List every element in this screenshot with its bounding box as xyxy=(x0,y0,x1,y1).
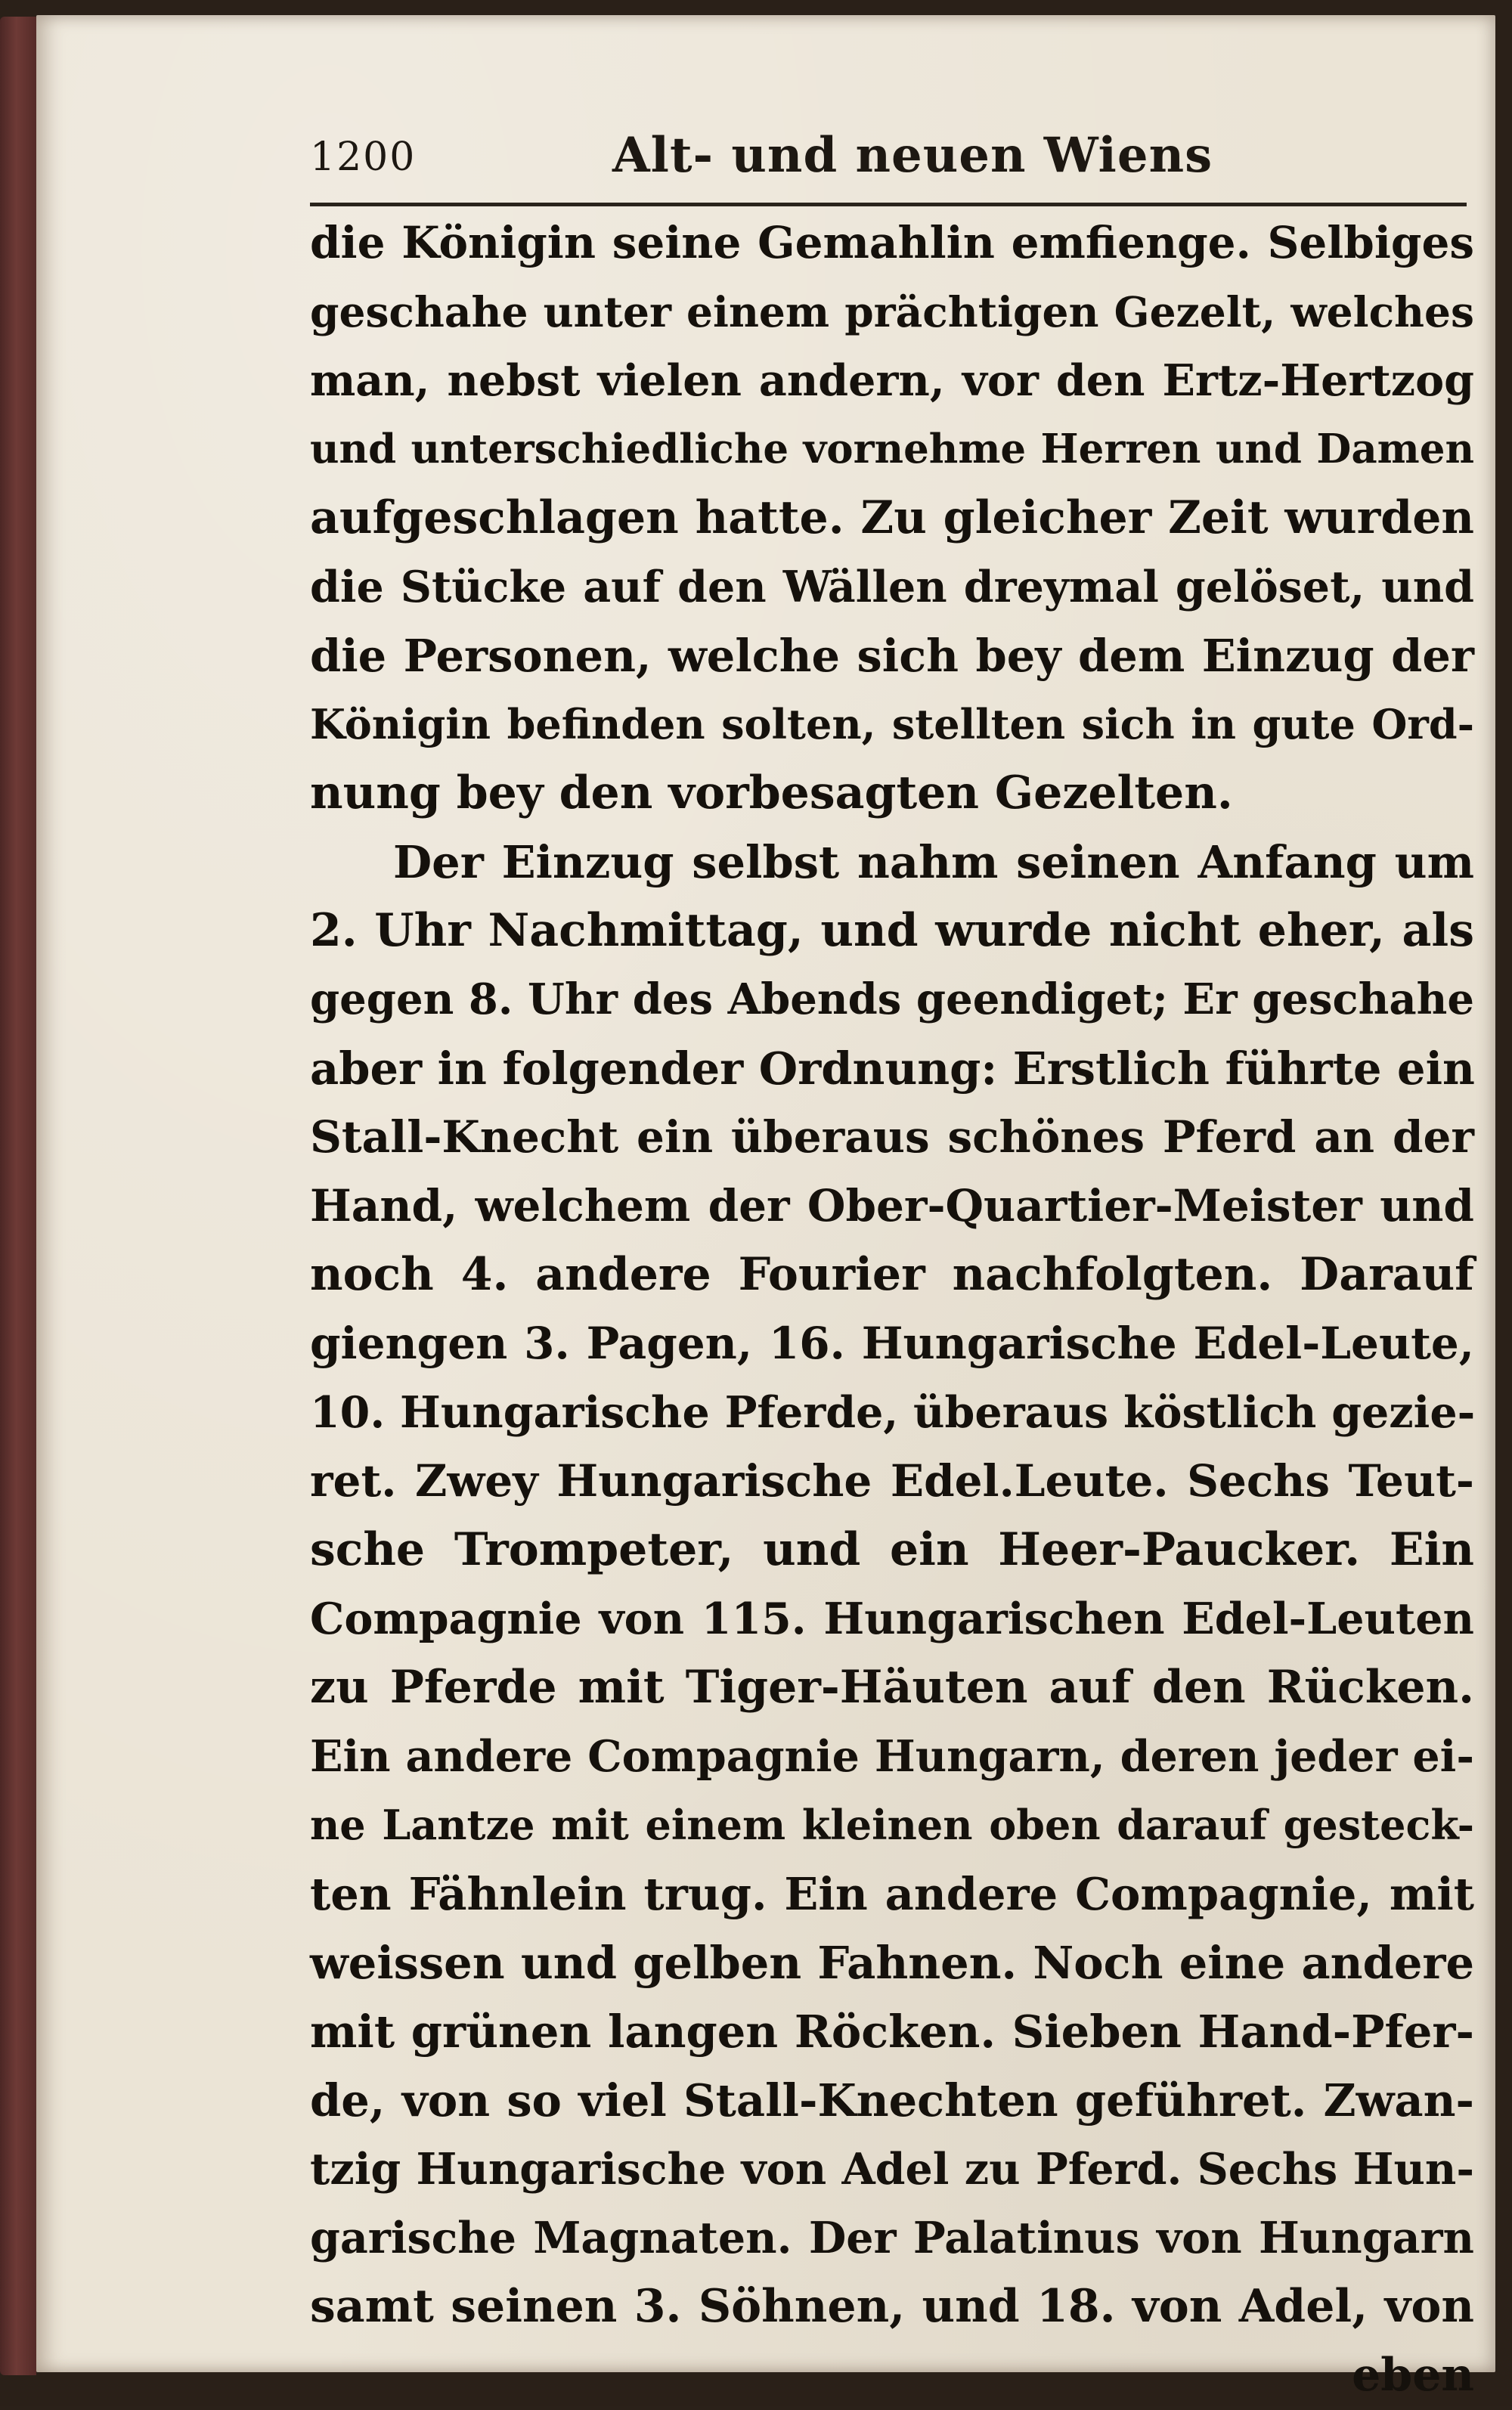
text-line: geschahe unter einem prächtigen Gezelt, welches xyxy=(310,287,1474,336)
text-line: mit grünen langen Röcken. Sieben Hand-Pfer- xyxy=(310,2006,1474,2058)
text-line: 2. Uhr Nachmittag, und wurde nicht eher, als xyxy=(310,904,1474,957)
body-text xyxy=(310,209,1474,2410)
text-line: und unterschiedliche vornehme Herren und Damen xyxy=(310,426,1474,472)
text-line: aufgeschlagen hatte. Zu gleicher Zeit wurden xyxy=(310,491,1474,544)
page-header xyxy=(310,127,1474,203)
text-line: samt seinen 3. Söhnen, und 18. von Adel, von xyxy=(310,2280,1474,2333)
text-line: garische Magnaten. Der Palatinus von Hungarn xyxy=(310,2213,1474,2263)
text-line: Königin befinden solten, stellten sich in gute Ord- xyxy=(310,700,1474,748)
text-line: die Stücke auf den Wällen dreymal gelöset, und xyxy=(310,562,1474,612)
text-line: ten Fähnlein trug. Ein andere Compagnie, mit xyxy=(310,1868,1474,1920)
text-line: weissen und gelben Fahnen. Noch eine andere xyxy=(310,1937,1474,1989)
text-line: Ein andere Compagnie Hungarn, deren jeder ei- xyxy=(310,1731,1474,1782)
running-head: Alt- und neuen Wiens xyxy=(612,127,1213,184)
text-line: nung bey den vorbesagten Gezelten. xyxy=(310,767,1233,819)
text-line: giengen 3. Pagen, 16. Hungarische Edel-Leute, xyxy=(310,1318,1474,1369)
header-rule xyxy=(310,203,1467,206)
text-line: die Königin seine Gemahlin emfienge. Selbiges xyxy=(310,217,1474,268)
text-line: ret. Zwey Hungarische Edel.Leute. Sechs Teut- xyxy=(310,1455,1474,1507)
text-line: zu Pferde mit Tiger-Häuten auf den Rücken. xyxy=(310,1661,1474,1714)
text-line: noch 4. andere Fourier nachfolgten. Darauf xyxy=(310,1248,1474,1301)
text-line: Compagnie von 115. Hungarischen Edel-Leuten xyxy=(310,1594,1474,1644)
text-line: Der Einzug selbst nahm seinen Anfang um xyxy=(393,836,1474,888)
text-line: die Personen, welche sich bey dem Einzug der xyxy=(310,630,1474,682)
text-line: Hand, welchem der Ober-Quartier-Meister und xyxy=(310,1180,1474,1231)
text-line: tzig Hungarische von Adel zu Pferd. Sechs Hun- xyxy=(310,2144,1474,2195)
page-number: 1200 xyxy=(310,135,417,180)
text-line: gegen 8. Uhr des Abends geendiget; Er geschahe xyxy=(310,974,1474,1024)
text-line: ne Lantze mit einem kleinen oben darauf gesteck- xyxy=(310,1801,1474,1849)
text-line: aber in folgender Ordnung: Erstlich führte ein xyxy=(310,1042,1475,1095)
text-line: man, nebst vielen andern, vor den Ertz-Hertzog xyxy=(310,355,1474,406)
text-line: 10. Hungarische Pferde, überaus köstlich gezie- xyxy=(310,1387,1476,1438)
text-line: de, von so viel Stall-Knechten geführet. Zwan- xyxy=(310,2074,1474,2127)
text-line: Stall-Knecht ein überaus schönes Pferd an der xyxy=(310,1111,1474,1163)
book-cover-edge xyxy=(0,17,36,2375)
catchword: eben xyxy=(1352,2349,1474,2402)
text-line: sche Trompeter, und ein Heer-Paucker. Ein xyxy=(310,1523,1474,1576)
